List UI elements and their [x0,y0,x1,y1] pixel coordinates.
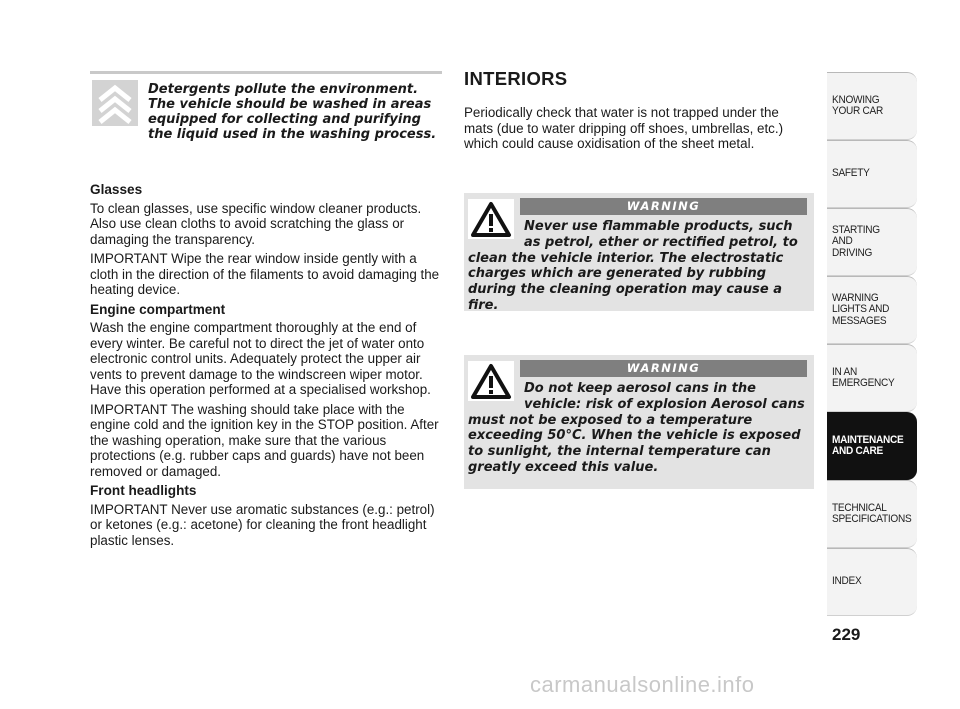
warning-box-1 [464,193,814,311]
section-divider [90,71,442,74]
warning-text-1-content: Never use flammable products, such as petrol, ether or rectified petrol, to clean the vehicle interior. The electrostatic charges which are generated by rubbing during the cleaning operation may cause a fire. [468,219,798,313]
warning-label-2: WARNING [520,360,807,377]
glasses-heading: Glasses [90,182,143,197]
environment-note-text: Detergents pollute the environment. The vehicle should be washed in areas equipped for collecting and purifying the liquid used in the washing process. [148,82,437,142]
watermark: carmanualsonline.info [530,672,755,697]
tab-starting-and-driving[interactable]: STARTING AND DRIVING [827,208,917,276]
tab-knowing-your-car[interactable]: KNOWING YOUR CAR [827,72,917,140]
tab-technical-specifications[interactable]: TECHNICAL SPECIFICATIONS [827,480,917,548]
interiors-title: INTERIORS [464,68,568,89]
warning-box-2 [464,355,814,489]
tab-index[interactable]: INDEX [827,548,917,616]
engine-paragraph-2: IMPORTANT The washing should take place with the engine cold and the ignition key in the STOP position. After the washing operation, make sure that the various protections (e.g. rubber caps and guards) have not been removed or damaged. [90,401,439,479]
tab-in-an-emergency[interactable]: IN AN EMERGENCY [827,344,917,412]
warning-text-2-content: Do not keep aerosol cans in the vehicle: risk of explosion Aerosol cans must not be exposed to a temperature exceeding 50°C. When the vehicle is exposed to sunlight, the internal temperature can greatly exceed this value. [468,381,805,475]
tab-warning-lights-and-messages[interactable]: WARNING LIGHTS AND MESSAGES [827,276,917,344]
interiors-intro: Periodically check that water is not trapped under the mats (due to water dripping off shoes, umbrellas, etc.) which could cause oxidisation of the sheet metal. [464,105,784,152]
warning-label-1: WARNING [520,198,807,215]
warning-text-2 [468,381,808,476]
glasses-paragraph-2: IMPORTANT Wipe the rear window inside gently with a cloth in the direction of the filaments to avoid damaging the heating device. [90,251,440,297]
environment-note [92,82,442,142]
engine-paragraph-1: Wash the engine compartment thoroughly at the end of every winter. Be careful not to direct the jet of water onto electronic control units. Adequately protect the upper air vents to prevent damage to the windscreen wiper motor. Have this operation performed at a specialised workshop. [90,320,431,397]
left-column [90,182,440,552]
page-number: 229 [832,625,861,644]
tab-safety[interactable]: SAFETY [827,140,917,208]
tab-maintenance-and-care[interactable]: MAINTENANCE AND CARE [827,412,917,480]
engine-heading: Engine compartment [90,301,226,317]
warning-text-1 [468,219,808,314]
headlights-paragraph-1: IMPORTANT Never use aromatic substances (e.g.: petrol) or ketones (e.g.: acetone) for cleaning the front headlight plastic lenses. [90,501,435,548]
glasses-paragraph-1: To clean glasses, use specific window cleaner products. Also use clean cloths to avoid scratching the glass or damaging the transparency. [90,200,422,247]
headlights-heading: Front headlights [90,483,197,498]
